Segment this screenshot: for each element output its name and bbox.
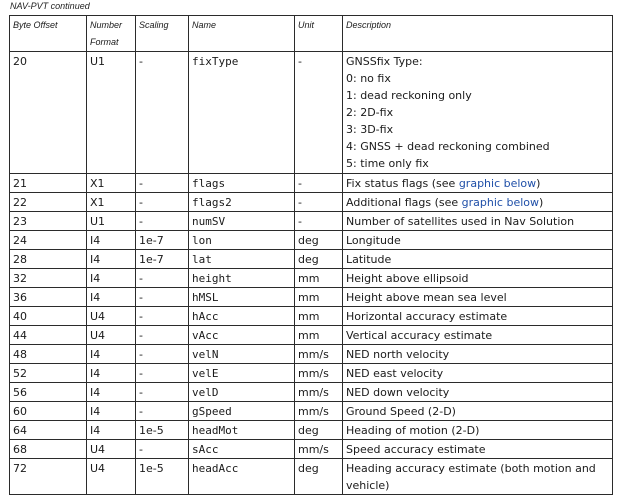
table-row (10, 421, 613, 440)
description-text: Latitude (346, 253, 392, 266)
cell-format: I4 (87, 250, 136, 269)
cell-unit: deg (295, 250, 343, 269)
cell-description (343, 52, 613, 174)
cell-scaling: - (136, 307, 189, 326)
cell-offset: 24 (10, 231, 87, 250)
cell-format: I4 (87, 383, 136, 402)
cell-offset: 44 (10, 326, 87, 345)
cell-offset: 60 (10, 402, 87, 421)
cell-unit: mm/s (295, 383, 343, 402)
cell-scaling: - (136, 440, 189, 459)
table-row (10, 250, 613, 269)
cell-name: flags (189, 174, 295, 193)
header-unit: Unit (295, 16, 343, 52)
table-row (10, 383, 613, 402)
graphic-below-link[interactable]: graphic below (458, 177, 537, 190)
cell-format: U4 (87, 459, 136, 495)
cell-unit: deg (295, 421, 343, 440)
cell-name: lon (189, 231, 295, 250)
cell-scaling: - (136, 345, 189, 364)
cell-name: numSV (189, 212, 295, 231)
cell-scaling: - (136, 212, 189, 231)
description-text: Height above mean sea level (346, 291, 507, 304)
cell-unit: - (295, 193, 343, 212)
cell-offset: 21 (10, 174, 87, 193)
description-text: Fix status flags (see (346, 177, 459, 190)
cell-scaling: - (136, 288, 189, 307)
cell-format: I4 (87, 231, 136, 250)
cell-name: height (189, 269, 295, 288)
table-row (10, 345, 613, 364)
cell-unit: mm/s (295, 345, 343, 364)
cell-name: headAcc (189, 459, 295, 495)
description-text: Ground Speed (2-D) (346, 405, 456, 418)
cell-offset: 48 (10, 345, 87, 364)
cell-offset: 52 (10, 364, 87, 383)
fixtype-line: 5: time only fix (346, 157, 429, 170)
cell-format: U1 (87, 212, 136, 231)
cell-scaling: 1e-5 (136, 459, 189, 495)
cell-description (343, 288, 613, 307)
cell-format: I4 (87, 402, 136, 421)
description-text: Heading of motion (2-D) (346, 424, 480, 437)
cell-scaling: - (136, 383, 189, 402)
cell-unit: - (295, 212, 343, 231)
cell-offset: 68 (10, 440, 87, 459)
cell-format: U4 (87, 307, 136, 326)
cell-format: U4 (87, 440, 136, 459)
cell-unit: mm (295, 269, 343, 288)
cell-offset: 22 (10, 193, 87, 212)
cell-offset: 40 (10, 307, 87, 326)
cell-name: hAcc (189, 307, 295, 326)
cell-unit: mm (295, 307, 343, 326)
description-text-end: ) (539, 196, 544, 209)
cell-format: I4 (87, 421, 136, 440)
fixtype-line: 1: dead reckoning only (346, 89, 472, 102)
cell-name: velN (189, 345, 295, 364)
cell-format: I4 (87, 345, 136, 364)
cell-offset: 72 (10, 459, 87, 495)
cell-format: I4 (87, 364, 136, 383)
description-text: Height above ellipsoid (346, 272, 469, 285)
fixtype-line: 0: no fix (346, 72, 391, 85)
description-text: NED north velocity (346, 348, 450, 361)
cell-format: X1 (87, 174, 136, 193)
description-text: Longitude (346, 234, 401, 247)
cell-name: lat (189, 250, 295, 269)
cell-name: velD (189, 383, 295, 402)
description-text: Speed accuracy estimate (346, 443, 486, 456)
header-row (10, 16, 613, 52)
cell-description (343, 250, 613, 269)
cell-name: headMot (189, 421, 295, 440)
table-row (10, 269, 613, 288)
cell-scaling: - (136, 364, 189, 383)
cell-offset: 32 (10, 269, 87, 288)
cell-description: Heading accuracy estimate (both motion and vehicle) (343, 459, 613, 495)
cell-offset: 20 (10, 52, 87, 174)
cell-scaling: 1e-5 (136, 421, 189, 440)
cell-description (343, 174, 613, 193)
cell-offset: 56 (10, 383, 87, 402)
table-row (10, 364, 613, 383)
cell-description (343, 402, 613, 421)
cell-name: velE (189, 364, 295, 383)
cell-scaling: - (136, 193, 189, 212)
nav-pvt-table (9, 15, 613, 495)
table-row (10, 307, 613, 326)
cell-scaling: - (136, 52, 189, 174)
cell-description (343, 231, 613, 250)
cell-unit: mm/s (295, 402, 343, 421)
cell-format: I4 (87, 288, 136, 307)
fixtype-line: 3: 3D-fix (346, 123, 394, 136)
cell-offset: 23 (10, 212, 87, 231)
cell-description (343, 364, 613, 383)
table-caption: NAV-PVT continued (10, 1, 90, 11)
cell-unit: mm/s (295, 364, 343, 383)
cell-format: X1 (87, 193, 136, 212)
description-text: Vertical accuracy estimate (346, 329, 493, 342)
cell-unit: - (295, 52, 343, 174)
table-row (10, 288, 613, 307)
cell-unit: deg (295, 231, 343, 250)
description-text: NED down velocity (346, 386, 450, 399)
cell-unit: mm (295, 288, 343, 307)
cell-scaling: - (136, 269, 189, 288)
description-text: Number of satellites used in Nav Solution (346, 215, 575, 228)
cell-description (343, 440, 613, 459)
cell-unit: mm/s (295, 440, 343, 459)
cell-offset: 36 (10, 288, 87, 307)
cell-offset: 64 (10, 421, 87, 440)
cell-unit: mm (295, 326, 343, 345)
cell-format: U1 (87, 52, 136, 174)
cell-scaling: - (136, 326, 189, 345)
cell-unit: - (295, 174, 343, 193)
cell-name: fixType (189, 52, 295, 174)
header-number-line1: Number (90, 20, 123, 30)
header-description: Description (343, 16, 613, 52)
cell-name: sAcc (189, 440, 295, 459)
header-name: Name (189, 16, 295, 52)
cell-description (343, 421, 613, 440)
description-text: Additional flags (see (346, 196, 462, 209)
fixtype-line: 2: 2D-fix (346, 106, 394, 119)
cell-description (343, 345, 613, 364)
cell-description (343, 212, 613, 231)
cell-name: flags2 (189, 193, 295, 212)
description-text-end: ) (536, 177, 541, 190)
cell-scaling: 1e-7 (136, 250, 189, 269)
header-byte-offset: Byte Offset (10, 16, 87, 52)
description-text: Horizontal accuracy estimate (346, 310, 508, 323)
table-row (10, 231, 613, 250)
table-row (10, 440, 613, 459)
cell-name: vAcc (189, 326, 295, 345)
cell-scaling: - (136, 402, 189, 421)
cell-name: hMSL (189, 288, 295, 307)
table-row (10, 326, 613, 345)
table-row (10, 402, 613, 421)
table-row (10, 212, 613, 231)
cell-description (343, 326, 613, 345)
cell-description (343, 383, 613, 402)
cell-description (343, 193, 613, 212)
fixtype-line: GNSSfix Type: (346, 55, 423, 68)
cell-name: gSpeed (189, 402, 295, 421)
table-row-fixtype (10, 52, 613, 174)
fixtype-line: 4: GNSS + dead reckoning combined (346, 140, 550, 153)
table-row (10, 174, 613, 193)
graphic-below-link[interactable]: graphic below (461, 196, 539, 209)
header-number-line2: Format (90, 37, 119, 47)
cell-description (343, 269, 613, 288)
cell-scaling: 1e-7 (136, 231, 189, 250)
cell-description (343, 307, 613, 326)
header-number-format (87, 16, 136, 52)
cell-format: U4 (87, 326, 136, 345)
header-scaling: Scaling (136, 16, 189, 52)
cell-offset: 28 (10, 250, 87, 269)
cell-scaling: - (136, 174, 189, 193)
description-text: NED east velocity (346, 367, 444, 380)
table-row (10, 193, 613, 212)
cell-unit: deg (295, 459, 343, 495)
cell-format: I4 (87, 269, 136, 288)
